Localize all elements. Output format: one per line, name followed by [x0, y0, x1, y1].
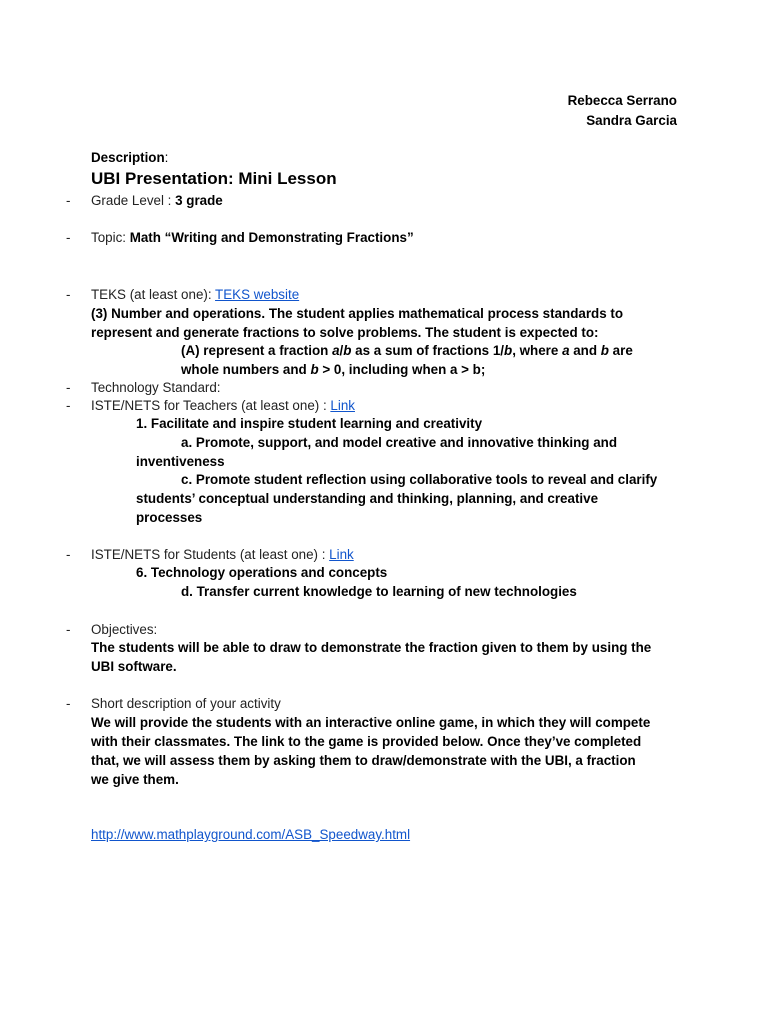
description-label-row: Description:: [91, 150, 169, 165]
teks-sub-a-line: [181, 341, 633, 360]
description-label: Description: [91, 150, 165, 165]
iste-teachers-link[interactable]: Link: [330, 398, 355, 413]
teks-sub-a-prefix: (A) represent a fraction: [181, 343, 333, 358]
grade-value: 3 grade: [175, 193, 223, 208]
activity-text: we give them.: [91, 772, 179, 787]
var-a: a: [562, 343, 570, 358]
bullet-dash: -: [66, 696, 71, 711]
iste-teachers-item: 1. Facilitate and inspire student learning and creativity: [136, 416, 483, 431]
var-a: a: [332, 343, 340, 358]
technology-standard-label: Technology Standard:: [91, 380, 221, 395]
var-b: b: [504, 343, 513, 358]
iste-teachers-item: processes: [136, 510, 203, 525]
var-b: b: [600, 343, 609, 358]
iste-students-label: ISTE/NETS for Students (at least one) :: [91, 547, 330, 562]
objectives-text: The students will be able to draw to demonstrate the fraction given to them by using the: [91, 640, 652, 655]
bullet-dash: -: [66, 193, 71, 208]
iste-students-item: d. Transfer current knowledge to learning of new technologies: [181, 584, 577, 599]
teks-label: TEKS (at least one):: [91, 287, 216, 302]
teks-sub-a-line: [181, 360, 485, 379]
objectives-text: UBI software.: [91, 659, 177, 674]
teks-sub-a-text: and: [569, 343, 601, 358]
author-name: Sandra Garcia: [586, 113, 677, 128]
activity-text: with their classmates. The link to the game is provided below. Once they’ve completed: [91, 734, 642, 749]
teks-standard-line: (3) Number and operations. The student applies mathematical process standards to: [91, 306, 624, 321]
iste-teachers-label: ISTE/NETS for Teachers (at least one) :: [91, 398, 331, 413]
bullet-dash: -: [66, 230, 71, 245]
teks-sub-a-text: > 0, including when a > b;: [318, 362, 486, 377]
iste-teachers-item: c. Promote student reflection using collaborative tools to reveal and clarify: [181, 472, 658, 487]
teks-sub-a-text: are: [608, 343, 633, 358]
teks-sub-a-text: , where: [512, 343, 563, 358]
teks-row: [91, 285, 299, 304]
activity-text: We will provide the students with an interactive online game, in which they will compete: [91, 715, 651, 730]
slash: /: [339, 343, 344, 358]
iste-teachers-item: students’ conceptual understanding and thinking, planning, and creative: [136, 491, 599, 506]
page-title: UBI Presentation: Mini Lesson: [91, 169, 337, 188]
iste-students-row: [91, 545, 354, 564]
author-name: Rebecca Serrano: [567, 93, 677, 108]
teks-sub-a-text: as a sum of fractions 1/: [351, 343, 504, 358]
bullet-dash: -: [66, 398, 71, 413]
bullet-dash: -: [66, 622, 71, 637]
topic-value: Math “Writing and Demonstrating Fractions”: [129, 230, 414, 245]
var-b: b: [310, 362, 319, 377]
iste-teachers-item: inventiveness: [136, 454, 225, 469]
activity-label: Short description of your activity: [91, 696, 281, 711]
game-link[interactable]: http://www.mathplayground.com/ASB_Speedway.html: [91, 827, 411, 842]
var-b: b: [343, 343, 352, 358]
teks-standard-line: represent and generate fractions to solve problems. The student is expected to:: [91, 325, 599, 340]
activity-text: that, we will assess them by asking them to draw/demonstrate with the UBI, a fraction: [91, 753, 636, 768]
bullet-dash: -: [66, 287, 71, 302]
teks-website-link[interactable]: TEKS website: [215, 287, 300, 302]
iste-teachers-row: [91, 396, 355, 415]
iste-students-link[interactable]: Link: [329, 547, 354, 562]
bullet-dash: -: [66, 380, 71, 395]
topic-label: Topic:: [91, 230, 130, 245]
grade-label: Grade Level :: [91, 193, 176, 208]
bullet-dash: -: [66, 547, 71, 562]
teks-sub-a-text: whole numbers and: [181, 362, 311, 377]
iste-students-item: 6. Technology operations and concepts: [136, 565, 388, 580]
grade-row: [91, 191, 223, 210]
iste-teachers-item: a. Promote, support, and model creative and innovative thinking and: [181, 435, 618, 450]
topic-row: [91, 228, 414, 247]
objectives-label: Objectives:: [91, 622, 158, 637]
